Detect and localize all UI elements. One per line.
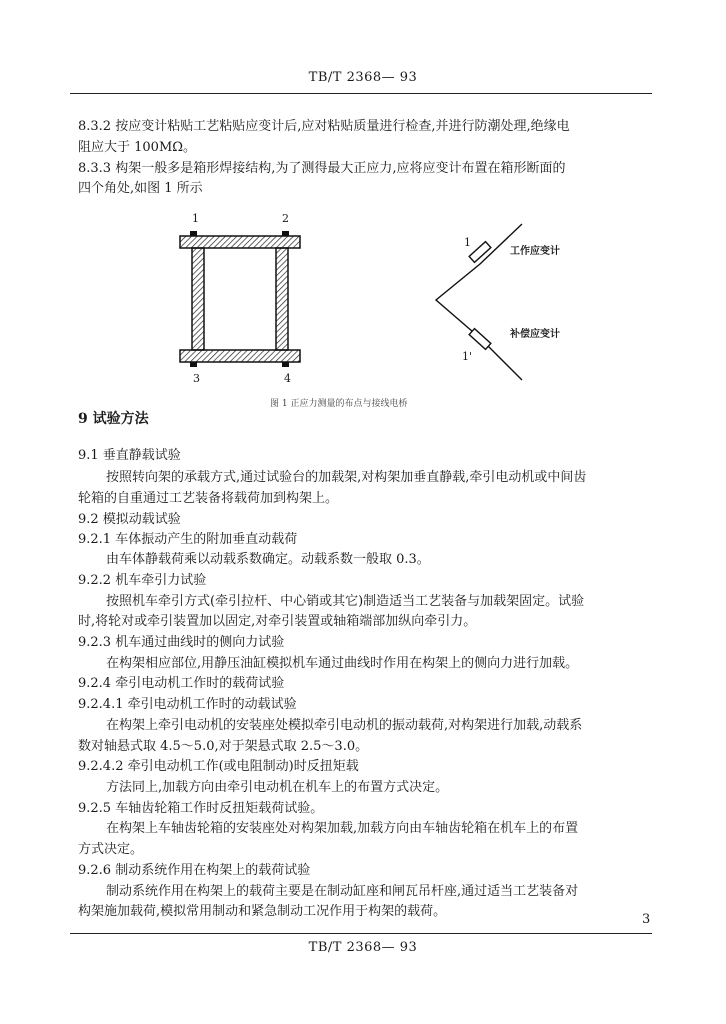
clause-8-3-3-cont: 四个角处,如图 1 所示 — [78, 181, 203, 196]
clause-8-3-2-cont: 阻应大于 100MΩ。 — [78, 140, 197, 155]
working-gauge-symbol — [469, 242, 491, 263]
clause-8-3-2: 8.3.2 按应变计粘贴工艺粘贴应变计后,应对粘贴质量进行检查,并进行防潮处理,绝缘电 — [78, 119, 570, 134]
heading-9-2-4-1: 9.2.4.1 牵引电动机工作时的动载试验 — [78, 697, 297, 712]
para-9-1-line1: 按照转向架的承载方式,通过试验台的加载架,对构架加垂直静载,牵引电动机或中间齿 — [106, 470, 587, 485]
header-standard-code: TB/T 2368— 93 — [308, 70, 418, 85]
box-left-web — [192, 248, 204, 350]
bridge-node-label-1: 1 — [464, 236, 471, 249]
figure-1-caption: 图 1 正应力测量的布点与接线电桥 — [270, 399, 408, 409]
gauge-mark-4 — [282, 362, 289, 367]
working-gauge-label: 工作应变计 — [510, 246, 560, 257]
bridge-node-label-1-prime: 1' — [462, 350, 473, 363]
header-rule — [70, 93, 652, 94]
page-number: 3 — [642, 912, 651, 927]
heading-9-2: 9.2 模拟动载试验 — [78, 512, 181, 527]
corner-label-3: 3 — [193, 372, 200, 385]
gauge-mark-1 — [190, 231, 197, 236]
box-right-web — [276, 248, 288, 350]
para-9-2-1: 由车体静载荷乘以动载系数确定。动载系数一般取 0.3。 — [106, 552, 430, 567]
footer-rule — [70, 933, 652, 934]
footer-standard-code: TB/T 2368— 93 — [308, 940, 418, 955]
heading-9-1: 9.1 垂直静载试验 — [78, 448, 181, 463]
corner-label-2: 2 — [282, 212, 289, 225]
box-bottom-flange — [180, 350, 300, 362]
para-9-2-4-2: 方法同上,加载方向由牵引电动机在机车上的布置方式决定。 — [106, 780, 449, 795]
para-9-2-4-1-line2: 数对轴悬式取 4.5～5.0,对于架悬式取 2.5～3.0。 — [78, 739, 369, 754]
para-9-2-6-line1: 制动系统作用在构架上的载荷主要是在制动缸座和闸瓦吊杆座,通过适当工艺装备对 — [106, 884, 579, 899]
corner-label-1: 1 — [192, 212, 199, 225]
para-9-2-3: 在构架相应部位,用静压油缸模拟机车通过曲线时作用在构架上的侧向力进行加载。 — [106, 656, 579, 671]
para-9-2-2-line1: 按照机车牵引方式(牵引拉杆、中心销或其它)制造适当工艺装备与加载架固定。试验 — [106, 594, 585, 609]
para-9-2-5-line1: 在构架上车轴齿轮箱的安装座处对构架加载,加载方向由车轴齿轮箱在机车上的布置 — [106, 821, 579, 836]
para-9-2-2-line2: 时,将轮对或牵引装置加以固定,对牵引装置或轴箱端部加纵向牵引力。 — [78, 614, 477, 629]
heading-9-2-5: 9.2.5 车轴齿轮箱工作时反扭矩载荷试验。 — [78, 801, 324, 816]
heading-9-2-1: 9.2.1 车体振动产生的附加垂直动载荷 — [78, 532, 298, 547]
para-9-2-6-line2: 构架施加载荷,模拟常用制动和紧急制动工况作用于构架的载荷。 — [78, 904, 447, 919]
para-9-1-line2: 轮箱的自重通过工艺装备将载荷加到构架上。 — [78, 491, 339, 506]
section-9-title: 9 试验方法 — [78, 411, 149, 427]
comp-gauge-label: 补偿应变计 — [510, 329, 560, 340]
comp-gauge-symbol — [469, 329, 491, 350]
gauge-mark-3 — [190, 362, 197, 367]
para-9-2-5-line2: 方式决定。 — [78, 842, 144, 857]
gauge-mark-2 — [282, 231, 289, 236]
heading-9-2-6: 9.2.6 制动系统作用在构架上的载荷试验 — [78, 863, 311, 878]
heading-9-2-4: 9.2.4 牵引电动机工作时的载荷试验 — [78, 676, 285, 691]
clause-8-3-3: 8.3.3 构架一般多是箱形焊接结构,为了测得最大正应力,应将应变计布置在箱形断面的 — [78, 161, 566, 176]
heading-9-2-3: 9.2.3 机车通过曲线时的侧向力试验 — [78, 635, 285, 650]
figure-1 — [170, 212, 590, 392]
heading-9-2-2: 9.2.2 机车牵引力试验 — [78, 573, 207, 588]
corner-label-4: 4 — [284, 372, 291, 385]
para-9-2-4-1-line1: 在构架上牵引电动机的安装座处模拟牵引电动机的振动载荷,对构架进行加载,动载系 — [106, 718, 583, 733]
box-top-flange — [180, 236, 300, 248]
heading-9-2-4-2: 9.2.4.2 牵引电动机工作(或电阻制动)时反扭矩载 — [78, 759, 359, 774]
figure-1-drawing — [170, 212, 590, 392]
